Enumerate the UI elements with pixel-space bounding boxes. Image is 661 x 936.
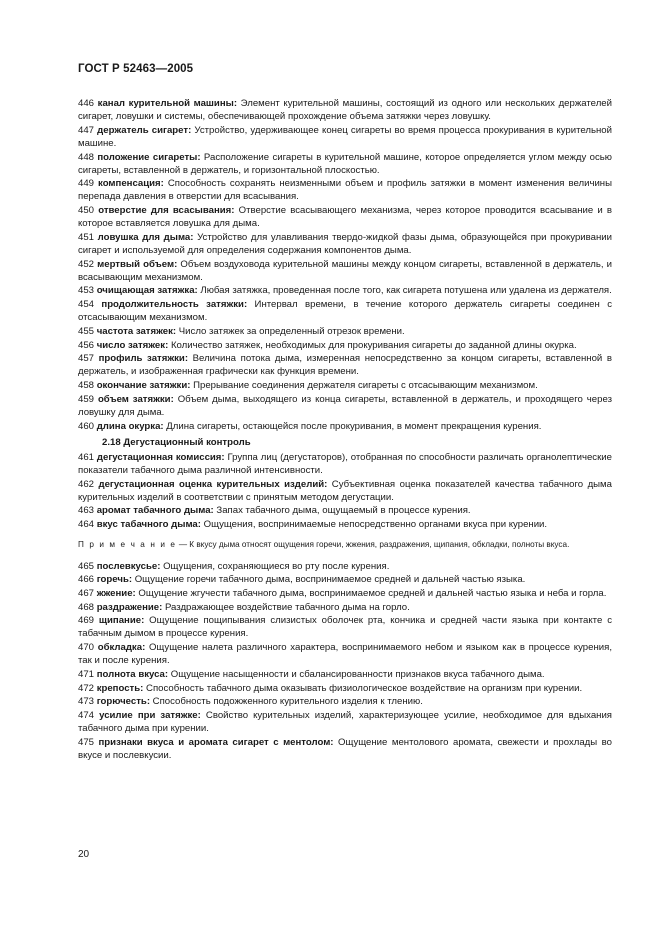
term-name: дегустационная оценка курительных изделий: [98,478,328,490]
term-entry [78,97,612,123]
term-number: 462 [78,478,95,490]
term-number: 463 [78,505,95,517]
term-name: отверстие для всасывания: [98,205,235,217]
term-entry [78,451,612,477]
term-name: положение сигареты: [97,151,201,163]
term-name: длина окурка: [96,420,164,432]
term-entry [78,231,612,257]
term-number: 446 [78,98,95,109]
term-definition: Группа лиц (дегустаторов), отобранная по способности различать органолептические показатели табачного дыма различной интенсивности. [78,451,612,476]
term-definition: Ощущение пощипывания слизистых оболочек рта, кончика и средней части языка при контакте с табачным дымом в процессе курения. [78,615,612,640]
term-entry [78,339,612,352]
term-definition: Субъективная оценка показателей качества табачного дыма курительных изделий в соответствии с принятым методом дегустации. [78,478,612,503]
document-body [78,97,612,763]
term-name: обкладка: [97,642,146,654]
term-name: держатель сигарет: [97,124,192,136]
term-number: 458 [78,380,95,392]
term-definition: Запах табачного дыма, ощущаемый в процессе курения. [213,505,471,517]
term-definition: Способность подожженного курительного изделия к тлению. [150,696,423,708]
term-entry [78,393,612,419]
term-definition: Ощущения, воспринимаемые непосредственно органами вкуса при курении. [200,519,548,530]
term-entry [78,352,612,378]
term-entry [78,124,612,150]
term-definition: Расположение сигареты в курительной машине, которое определяется углом между осью сигареты, вставленной в держатель, и горизонтальной плоскостью. [78,151,612,176]
term-definition: Ощущение жгучести табачного дыма, воспринимаемое средней и дальней частью языка и неба и горла. [135,587,607,599]
term-entry [78,736,612,762]
term-number: 459 [78,393,95,405]
term-name: ловушка для дыма: [97,231,194,243]
term-number: 468 [78,601,95,613]
term-name: канал курительной машины: [97,98,238,109]
term-definition: Свойство курительных изделий, характеризующее усилие, необходимое для вдыхания табачного дыма при курении. [78,709,613,735]
term-definition: Любая затяжка, проведенная после того, как сигарета потушена или удалена из держателя. [197,285,612,297]
terms-list-smoking-machine [78,97,612,433]
term-number: 474 [78,709,95,721]
term-entry [78,560,612,573]
term-name: усилие при затяжке: [99,709,201,721]
term-definition: Раздражающее воздействие табачного дыма на горло. [162,601,410,613]
term-number: 461 [78,451,95,463]
term-number: 447 [78,124,95,136]
term-number: 451 [78,231,95,243]
term-definition: Элемент курительной машины, состоящий из одного или нескольких держателей сигарет, ловушки и системы, обеспечивающей прохождение объема затяжки через ловушку. [78,98,612,123]
page-number: 20 [78,849,90,860]
term-number: 475 [78,736,95,748]
terms-list-taste-attributes [78,560,612,762]
term-number: 464 [78,519,95,530]
term-name: щипание: [98,615,145,627]
term-number: 469 [78,615,95,627]
term-entry [78,258,612,284]
term-definition: Отверстие всасывающего механизма, через которое проводится всасывание и в которое вставляется ловушка для дыма. [78,205,612,230]
term-entry [78,478,612,504]
term-number: 471 [78,668,95,680]
term-entry [78,504,612,517]
term-definition: Устройство, удерживающее конец сигареты во время процесса прокуривания в курительной машине. [78,124,612,149]
term-entry [78,325,612,338]
term-name: послевкусье: [96,560,161,572]
term-name: профиль затяжки: [98,353,189,365]
term-number: 460 [78,420,95,432]
term-entry [78,587,612,600]
term-name: число затяжек: [96,339,169,351]
note-text: — К вкусу дыма относят ощущения горечи, жжения, раздражения, щипания, обкладки, полноты вкуса. [176,540,570,550]
term-definition: Способность сохранять неизменными объем и профиль затяжки в момент изменения величины перепада давления в отверстии для всасывания. [78,178,612,203]
term-number: 456 [78,339,95,351]
term-number: 466 [78,574,95,586]
term-definition: Прерывание соединения держателя сигареты с отсасывающим механизмом. [190,380,538,392]
term-number: 453 [78,285,95,297]
term-definition: Количество затяжек, необходимых для прокуривания сигареты до заданной длины окурка. [168,339,577,351]
term-definition: Ощущение горечи табачного дыма, воспринимаемое средней и дальней частью языка. [132,574,526,586]
term-definition: Устройство для улавливания твердо-жидкой фазы дыма, образующейся при прокуривании сигарет и используемой для определения содержания компонентов дыма. [78,231,613,256]
note-label: П р и м е ч а н и е [78,540,177,550]
note-block [78,539,612,551]
terms-list-tasting [78,451,612,531]
term-definition: Объем дыма, выходящего из конца сигареты, вставленной в держатель, и проходящего через ловушку для дыма. [78,393,612,418]
term-entry [78,284,612,297]
term-number: 457 [78,353,95,365]
term-definition: Способность табачного дыма оказывать физиологическое воздействие на организм при курении. [143,682,583,694]
term-definition: Ощущение налета различного характера, воспринимаемого небом и языком как в процессе курения, так и после курения. [78,642,612,667]
term-entry [78,204,612,230]
term-number: 455 [78,325,95,337]
term-name: объем затяжки: [97,393,174,405]
term-entry [78,668,612,681]
term-entry [78,641,612,667]
term-entry [78,601,612,614]
document-header: ГОСТ Р 52463—2005 [78,63,194,75]
term-number: 448 [78,151,95,163]
term-entry [78,298,612,324]
term-entry [78,682,612,695]
term-entry [78,695,612,708]
term-entry [78,379,612,392]
term-number: 472 [78,682,95,694]
term-name: вкус табачного дыма: [96,519,201,530]
term-name: окончание затяжки: [96,380,191,392]
term-number: 473 [78,696,95,708]
term-name: жжение: [96,587,136,599]
term-definition: Интервал времени, в течение которого держатель сигареты соединен с отсасывающим механизмом. [78,299,613,324]
term-entry [78,420,612,433]
term-name: горючесть: [96,696,151,708]
term-name: раздражение: [96,601,163,613]
term-entry [78,573,612,586]
term-entry [78,177,612,203]
term-number: 467 [78,587,95,599]
term-number: 470 [78,642,95,654]
term-number: 452 [78,258,95,270]
term-entry [78,151,612,177]
term-definition: Ощущение насыщенности и сбалансированности признаков вкуса табачного дыма. [168,668,545,680]
term-name: признаки вкуса и аромата сигарет с ментолом: [98,736,334,748]
term-name: полнота вкуса: [96,668,169,680]
term-definition: Ощущения, сохраняющиеся во рту после курения. [160,560,390,572]
term-name: компенсация: [98,178,164,190]
term-definition: Объем воздуховода курительной машины между концом сигареты, вставленной в держатель, и всасывающим механизмом. [78,258,612,283]
term-name: дегустационная комиссия: [96,451,225,463]
term-name: аромат табачного дыма: [96,505,214,517]
term-name: крепость: [96,682,144,694]
term-number: 454 [78,299,95,311]
term-number: 465 [78,560,95,572]
term-entry [78,614,612,640]
term-name: мертвый объем: [97,258,178,270]
term-definition: Ощущение ментолового аромата, свежести и прохлады во вкусе и послевкусии. [78,736,612,761]
term-entry [78,709,612,735]
term-name: горечь: [96,574,133,586]
term-definition: Длина сигареты, остающейся после прокуривания, в момент прекращения курения. [163,420,542,432]
term-number: 449 [78,178,95,190]
term-entry [78,518,612,531]
section-heading: 2.18 Дегустационный контроль [102,436,251,448]
term-name: частота затяжек: [96,325,177,337]
term-definition: Величина потока дыма, измеренная непосредственно за концом сигареты, вставленной в держатель, и изображенная графически как функция времени. [78,353,612,378]
term-name: очищающая затяжка: [96,285,198,297]
term-definition: Число затяжек за определенный отрезок времени. [176,325,405,337]
term-number: 450 [78,205,95,217]
term-name: продолжительность затяжки: [101,299,248,311]
